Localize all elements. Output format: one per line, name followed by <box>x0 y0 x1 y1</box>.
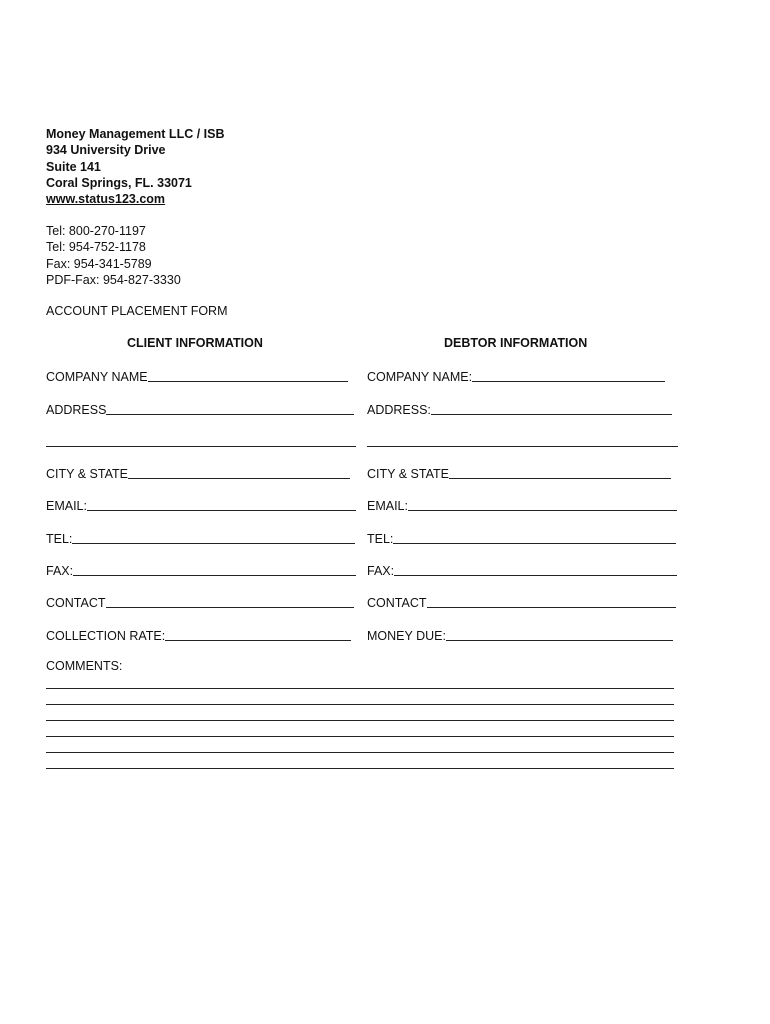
contact-numbers-block <box>46 223 181 288</box>
debtor-email-label: EMAIL: <box>367 499 408 513</box>
debtor-email-blank[interactable] <box>408 498 677 511</box>
comments-line-5[interactable] <box>46 752 674 753</box>
client-email-blank[interactable] <box>87 498 356 511</box>
debtor-contact-field[interactable] <box>367 594 676 610</box>
client-company-name-label: COMPANY NAME <box>46 370 148 384</box>
company-website-link[interactable]: www.status123.com <box>46 192 166 207</box>
debtor-company-name-blank[interactable] <box>472 369 665 382</box>
company-street: 934 University Drive <box>46 143 166 158</box>
debtor-address-line-2-blank[interactable] <box>367 434 678 447</box>
debtor-tel-label: TEL: <box>367 532 394 546</box>
debtor-money-due-blank[interactable] <box>446 628 673 641</box>
client-collection-rate-blank[interactable] <box>165 628 351 641</box>
client-email-field[interactable] <box>46 497 356 513</box>
client-tel-label: TEL: <box>46 532 73 546</box>
debtor-email-field[interactable] <box>367 497 677 513</box>
client-address-field[interactable] <box>46 401 354 417</box>
client-address-label: ADDRESS <box>46 403 107 417</box>
debtor-address-line-2-field[interactable] <box>367 433 678 449</box>
client-address-line-2-blank[interactable] <box>46 434 356 447</box>
client-tel-field[interactable] <box>46 530 355 546</box>
debtor-address-label: ADDRESS: <box>367 403 431 417</box>
comments-line-2[interactable] <box>46 704 674 705</box>
debtor-contact-label: CONTACT <box>367 596 427 610</box>
comments-line-6[interactable] <box>46 768 674 769</box>
client-fax-blank[interactable] <box>73 563 356 576</box>
debtor-company-name-field[interactable] <box>367 368 665 384</box>
debtor-city-state-blank[interactable] <box>449 466 671 479</box>
comments-line-1[interactable] <box>46 688 674 689</box>
client-city-state-field[interactable] <box>46 465 350 481</box>
tel-line-1: Tel: 800-270-1197 <box>46 224 146 238</box>
client-information-heading: CLIENT INFORMATION <box>127 336 263 350</box>
client-collection-rate-field[interactable] <box>46 627 351 643</box>
client-contact-label: CONTACT <box>46 596 106 610</box>
client-contact-field[interactable] <box>46 594 354 610</box>
debtor-fax-blank[interactable] <box>394 563 677 576</box>
client-fax-field[interactable] <box>46 562 356 578</box>
client-city-state-blank[interactable] <box>128 466 350 479</box>
form-title: ACCOUNT PLACEMENT FORM <box>46 304 228 318</box>
debtor-city-state-label: CITY & STATE <box>367 467 449 481</box>
debtor-tel-blank[interactable] <box>393 531 676 544</box>
client-collection-rate-label: COLLECTION RATE: <box>46 629 166 643</box>
client-company-name-blank[interactable] <box>148 369 348 382</box>
client-email-label: EMAIL: <box>46 499 87 513</box>
fax-line: Fax: 954-341-5789 <box>46 256 152 271</box>
client-company-name-field[interactable] <box>46 368 348 384</box>
client-address-blank[interactable] <box>106 402 354 415</box>
debtor-fax-label: FAX: <box>367 564 395 578</box>
tel-line-2: Tel: 954-752-1178 <box>46 240 146 255</box>
company-city-state-zip: Coral Springs, FL. 33071 <box>46 175 192 190</box>
debtor-address-blank[interactable] <box>431 402 672 415</box>
debtor-money-due-label: MONEY DUE: <box>367 629 446 643</box>
client-contact-blank[interactable] <box>106 595 355 608</box>
debtor-information-heading: DEBTOR INFORMATION <box>444 336 588 350</box>
debtor-contact-blank[interactable] <box>427 595 677 608</box>
company-name: Money Management LLC / ISB <box>46 127 225 141</box>
client-tel-blank[interactable] <box>72 531 355 544</box>
pdf-fax-line: PDF-Fax: 954-827-3330 <box>46 272 181 287</box>
debtor-company-name-label: COMPANY NAME: <box>367 370 473 384</box>
company-address-block <box>46 126 225 207</box>
comments-line-4[interactable] <box>46 736 674 737</box>
comments-line-3[interactable] <box>46 720 674 721</box>
client-address-line-2-field[interactable] <box>46 433 356 449</box>
debtor-fax-field[interactable] <box>367 562 677 578</box>
debtor-tel-field[interactable] <box>367 530 676 546</box>
comments-label: COMMENTS: <box>46 659 123 673</box>
debtor-money-due-field[interactable] <box>367 627 673 643</box>
company-suite: Suite 141 <box>46 159 101 174</box>
client-city-state-label: CITY & STATE <box>46 467 128 481</box>
client-fax-label: FAX: <box>46 564 74 578</box>
debtor-address-field[interactable] <box>367 401 672 417</box>
debtor-city-state-field[interactable] <box>367 465 671 481</box>
